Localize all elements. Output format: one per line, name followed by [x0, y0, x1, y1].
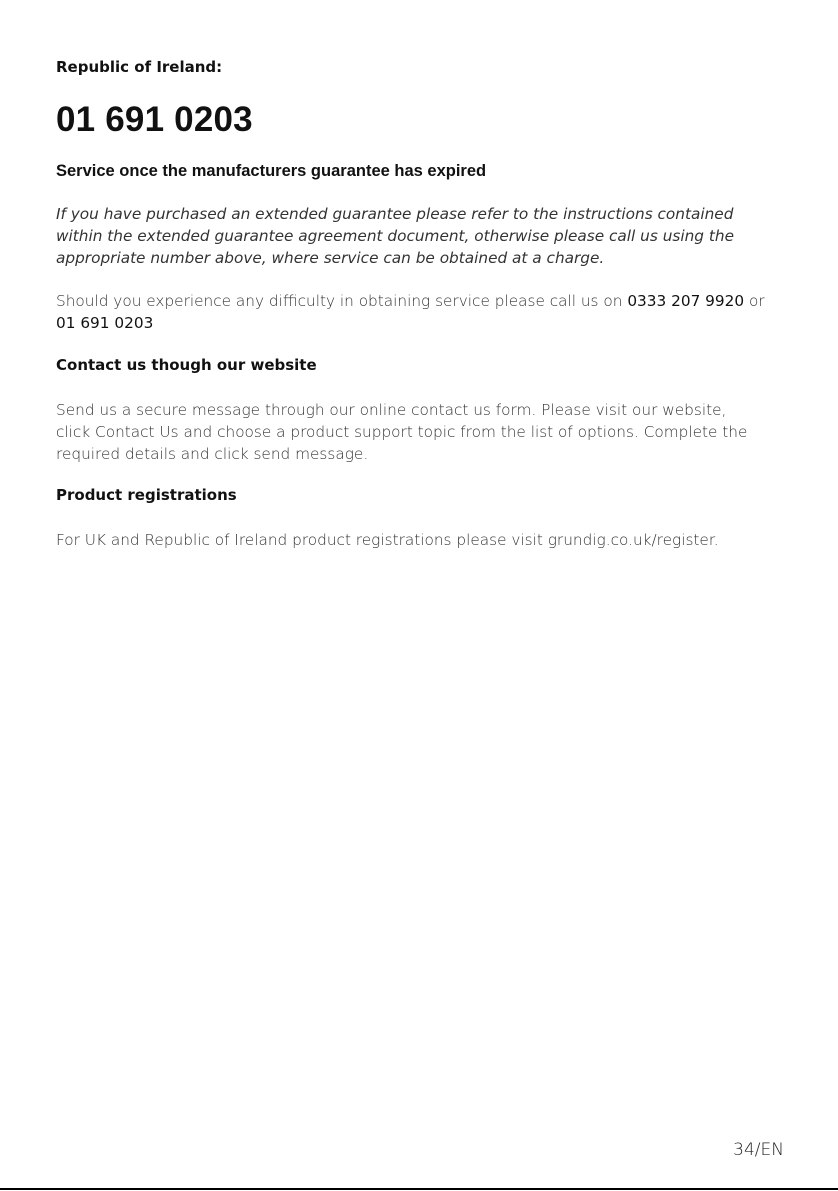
service-expired-heading: Service once the manufacturers guarantee has expired: [56, 162, 487, 180]
paragraph-line: required details and click send message.: [56, 445, 369, 463]
uk-phone-number: 0333 207 9920: [627, 292, 745, 310]
ireland-label: Republic of Ireland:: [56, 58, 223, 76]
contact-heading: Contact us though our website: [56, 356, 317, 374]
paragraph-line: appropriate number above, where service can be obtained at a charge.: [56, 249, 605, 267]
ireland-phone-number-inline: 01 691 0203: [56, 314, 154, 332]
or-text: or: [744, 292, 765, 310]
paragraph-line: If you have purchased an extended guarantee please refer to the instructions contained: [56, 205, 734, 223]
difficulty-text: Should you experience any difficulty in obtaining service please call us on: [56, 292, 628, 310]
extended-guarantee-paragraph: [56, 203, 784, 269]
contact-paragraph: [56, 399, 784, 465]
bottom-divider: [0, 1188, 838, 1190]
difficulty-paragraph: [56, 290, 784, 334]
registration-paragraph: For UK and Republic of Ireland product registrations please visit grundig.co.uk/register.: [56, 531, 719, 549]
ireland-phone-number: 01 691 0203: [56, 100, 253, 139]
page-number: 34/EN: [733, 1140, 784, 1160]
paragraph-line: Send us a secure message through our online contact us form. Please visit our website,: [56, 401, 727, 419]
registration-heading: Product registrations: [56, 486, 237, 504]
paragraph-line: [56, 290, 784, 312]
paragraph-line: click Contact Us and choose a product support topic from the list of options. Complete the: [56, 423, 748, 441]
paragraph-line: within the extended guarantee agreement document, otherwise please call us using the: [56, 227, 734, 245]
